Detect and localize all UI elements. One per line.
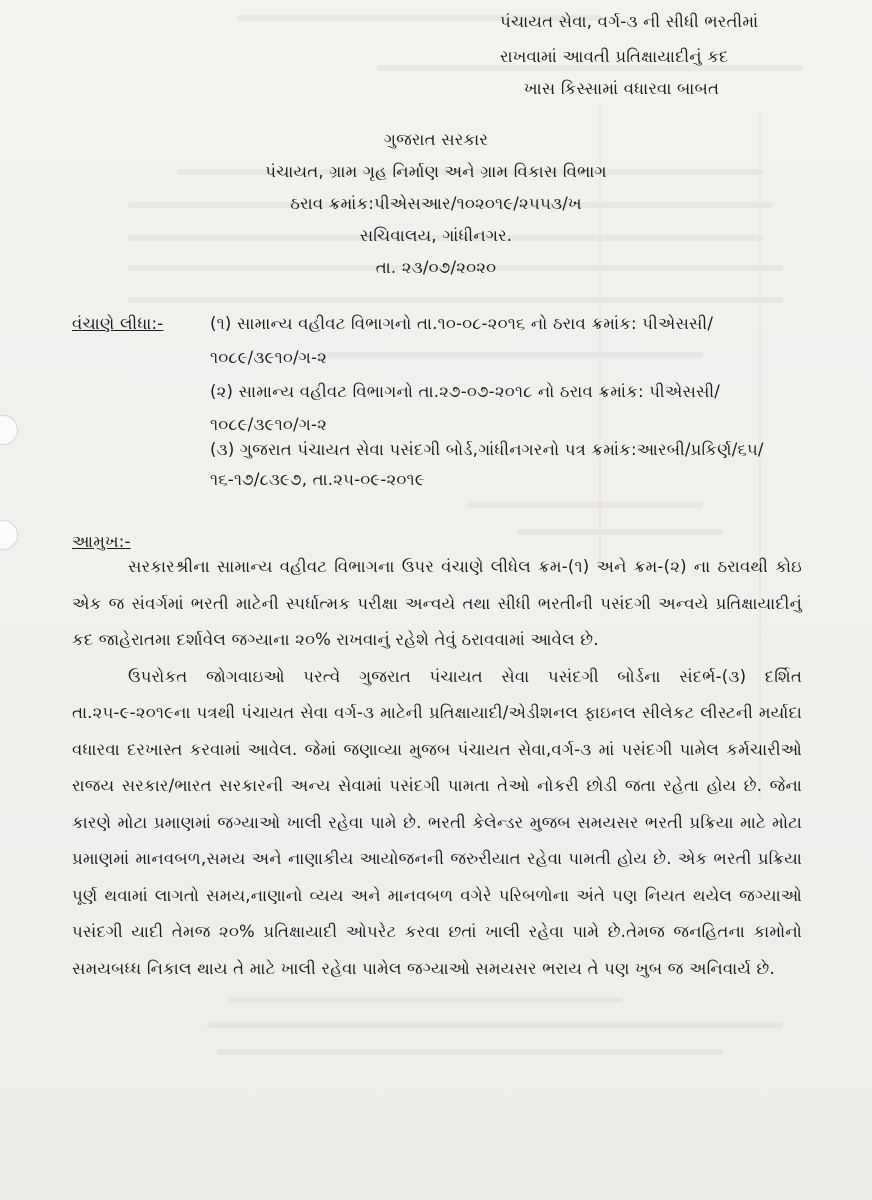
reference-3-line-2: ૧૬-૧૭/૮૩૯૭, તા.૨૫-૦૯-૨૦૧૯ <box>210 470 425 489</box>
punch-hole-top <box>0 415 18 445</box>
reference-1-line-1: (૧) સામાન્ય વહીવટ વિભાગનો તા.૧૦-૦૮-૨૦૧૬ નો ઠરાવ ક્રમાંક: પીએસસી/ <box>210 314 714 333</box>
preamble-body <box>72 549 802 987</box>
reference-2-line-1: (૨) સામાન્ય વહીવટ વિભાગનો તા.૨૭-૦૭-૨૦૧૮ નો ઠરાવ ક્રમાંક: પીએસસી/ <box>210 382 721 401</box>
subject-line-1: પંચાયત સેવા, વર્ગ-૩ ની સીધી ભરતીમાં <box>500 12 759 31</box>
preamble-paragraph-1: સરકારશ્રીના સામાન્ય વહીવટ વિભાગના ઉપર વંચાણે લીધેલ ક્રમ-(૧) અને ક્રમ-(૨) ના ઠરાવથી કોઇ એક જ સંવર્ગમાં ભરતી માટેની સ્પર્ધાત્મક પરીક્ષા અન્વયે તથા સીધી ભરતીની પસંદગી અન્વયે પ્રતિક્ષાયાદીનું કદ જાહેરાતમા દર્શાવેલ જગ્યાના ૨૦% રાખવાનું રહેશે તેવું ઠરાવવામાં આવેલ છે. <box>72 557 802 649</box>
subject-line-3: ખાસ કિસ્સામાં વધારવા બાબત <box>524 79 720 98</box>
reference-2-line-2: ૧૦૮૯/૩૯૧૦/ગ-૨ <box>210 415 328 434</box>
resolution-date: તા. ૨૩/૦૭/૨૦૨૦ <box>375 258 497 277</box>
government-name: ગુજરાત સરકાર <box>383 130 489 149</box>
references-label: વંચાણે લીધા:- <box>72 314 164 333</box>
reference-1-line-2: ૧૦૮૯/૩૯૧૦/ગ-૨ <box>210 348 328 367</box>
preamble-label: આમુખ:- <box>72 532 131 551</box>
preamble-paragraph-2: ઉપરોકત જોગવાઇઓ પરત્વે ગુજરાત પંચાયત સેવા પસંદગી બોર્ડના સંદર્ભ-(૩) દર્શિત તા.૨૫-૯-૨૦૧૯ના પત્રથી પંચાયત સેવા વર્ગ-૩ માટેની પ્રતિક્ષાયાદી/એડીશનલ ફાઇનલ સીલેકટ લીસ્ટની મર્યાદા વધારવા દરખાસ્ત કરવામાં આવેલ. જેમાં જણાવ્યા મુજબ પંચાયત સેવા,વર્ગ-૩ માં પસંદગી પામેલ કર્મચારીઓ રાજય સરકાર/ભારત સરકારની અન્ય સેવામાં પસંદગી પામતા તેઓ નોકરી છોડી જતા રહેતા હોય છે. જેના કારણે મોટા પ્રમાણમાં જગ્યાઓ ખાલી રહેવા પામે છે. ભરતી કેલેન્ડર મુજબ સમયસર ભરતી પ્રક્રિયા માટે મોટા પ્રમાણમાં માનવબળ,સમય અને નાણાકીય આયોજનની જરુરીયાત રહેવા પામતી હોય છે. એક ભરતી પ્રક્રિયા પૂર્ણ થવામાં લાગતો સમય,નાણાનો વ્યય અને માનવબળ વગેરે પરિબળોના અંતે પણ નિયત થયેલ જગ્યાઓ પસંદગી યાદી તેમજ ૨૦% પ્રતિક્ષાયાદી ઓપરેટ કરવા છતાં ખાલી રહેવા પામે છે.તેમજ જનહિતના કામોનો સમયબધ્ધ નિકાલ થાય તે માટે ખાલી રહેવા પામેલ જગ્યાઓ સમયસર ભરાય તે પણ ખુબ જ અનિવાર્ય છે. <box>72 666 802 978</box>
resolution-number: ઠરાવ ક્રમાંક:પીએસઆર/૧૦૨૦૧૯/૨૫૫૩/ખ <box>290 194 582 213</box>
office-location: સચિવાલય, ગાંધીનગર. <box>359 226 513 245</box>
subject-line-2: રાખવામાં આવતી પ્રતિક્ષાયાદીનું કદ <box>500 47 729 66</box>
punch-hole-bottom <box>0 520 18 550</box>
department-name: પંચાયત, ગ્રામ ગૃહ નિર્માણ અને ગ્રામ વિકાસ વિભાગ <box>265 162 607 181</box>
reference-3-line-1: (૩) ગુજરાત પંચાયત સેવા પસંદગી બોર્ડ,ગાંધીનગરનો પત્ર ક્રમાંક:આરબી/પ્રકિર્ણ/૬૫/ <box>210 440 764 459</box>
